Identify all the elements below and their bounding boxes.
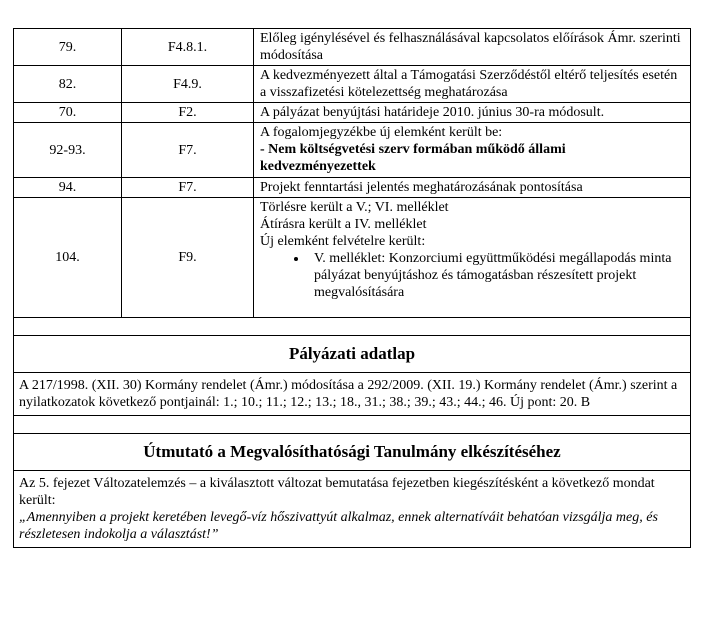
table-row xyxy=(14,103,691,123)
table-row xyxy=(14,29,691,66)
spacer-row xyxy=(14,416,691,434)
section-text: A 217/1998. (XII. 30) Kormány rendelet (Ámr.) módosítása a 292/2009. (XII. 19.) Kormány rendelet (Ámr.) szerint a nyilatkozatok következő pontjainál: 1.; 10.; 11.; 12.; 13.; 18., 31.; 38.; 39.; 43.; 44.; 46. Új pont: 20. B xyxy=(14,373,691,416)
description-cell: A pályázat benyújtási határideje 2010. június 30-ra módosult. xyxy=(254,103,691,123)
code-cell: F7. xyxy=(122,178,254,198)
table-row xyxy=(14,198,691,318)
section-title: Pályázati adatlap xyxy=(14,336,691,373)
changes-table xyxy=(13,28,691,548)
list-item: • V. melléklet: Konzorciumi együttműködési megállapodás minta pályázat benyújtáshoz és támogatásban részesített projekt megvalósítására xyxy=(308,250,684,301)
section-text: Az 5. fejezet Változatelemzés – a kiválasztott változat bemutatása fejezetben kiegészítésként a következő mondat került: „Amennyiben a projekt keretében levegő-víz hőszivattyút alkalmaz, ennek alternatíváit behatóan vizsgálja meg, és részletesen indokolja a választást!” xyxy=(14,471,691,548)
code-cell: F9. xyxy=(122,198,254,318)
section-text-row xyxy=(14,471,691,548)
bullet-list xyxy=(260,250,684,301)
description-cell: Projekt fenntartási jelentés meghatározásának pontosítása xyxy=(254,178,691,198)
page-cell: 104. xyxy=(14,198,122,318)
description-cell: A fogalomjegyzékbe új elemként került be: - Nem költségvetési szerv formában működő állami kedvezményezettek xyxy=(254,123,691,178)
description-cell: Törlésre került a V.; VI. melléklet Átírásra került a IV. melléklet Új elemként felvételre került: • V. melléklet: Konzorciumi együttműködési megállapodás minta pályázat benyújtáshoz és támogatásban részesített projekt megvalósítására xyxy=(254,198,691,318)
document-page xyxy=(13,28,691,548)
page-cell: 82. xyxy=(14,66,122,103)
table-row xyxy=(14,66,691,103)
section-text-row xyxy=(14,373,691,416)
section-heading-row xyxy=(14,434,691,471)
spacer-row xyxy=(14,318,691,336)
code-cell: F4.8.1. xyxy=(122,29,254,66)
page-cell: 92-93. xyxy=(14,123,122,178)
table-row xyxy=(14,123,691,178)
code-cell: F7. xyxy=(122,123,254,178)
page-cell: 79. xyxy=(14,29,122,66)
code-cell: F4.9. xyxy=(122,66,254,103)
bold-definition: - Nem költségvetési szerv formában működő állami kedvezményezettek xyxy=(260,142,566,174)
table-row xyxy=(14,178,691,198)
page-cell: 94. xyxy=(14,178,122,198)
section-title: Útmutató a Megvalósíthatósági Tanulmány elkészítéséhez xyxy=(14,434,691,471)
code-cell: F2. xyxy=(122,103,254,123)
quote-text: „Amennyiben a projekt keretében levegő-víz hőszivattyút alkalmaz, ennek alternatíváit behatóan vizsgálja meg, és részletesen indokolja a választást!” xyxy=(19,510,658,542)
description-cell: Előleg igénylésével és felhasználásával kapcsolatos előírások Ámr. szerinti módosítása xyxy=(254,29,691,66)
description-cell: A kedvezményezett által a Támogatási Szerződéstől eltérő teljesítés esetén a visszafizetési kötelezettség meghatározása xyxy=(254,66,691,103)
section-heading-row xyxy=(14,336,691,373)
page-cell: 70. xyxy=(14,103,122,123)
